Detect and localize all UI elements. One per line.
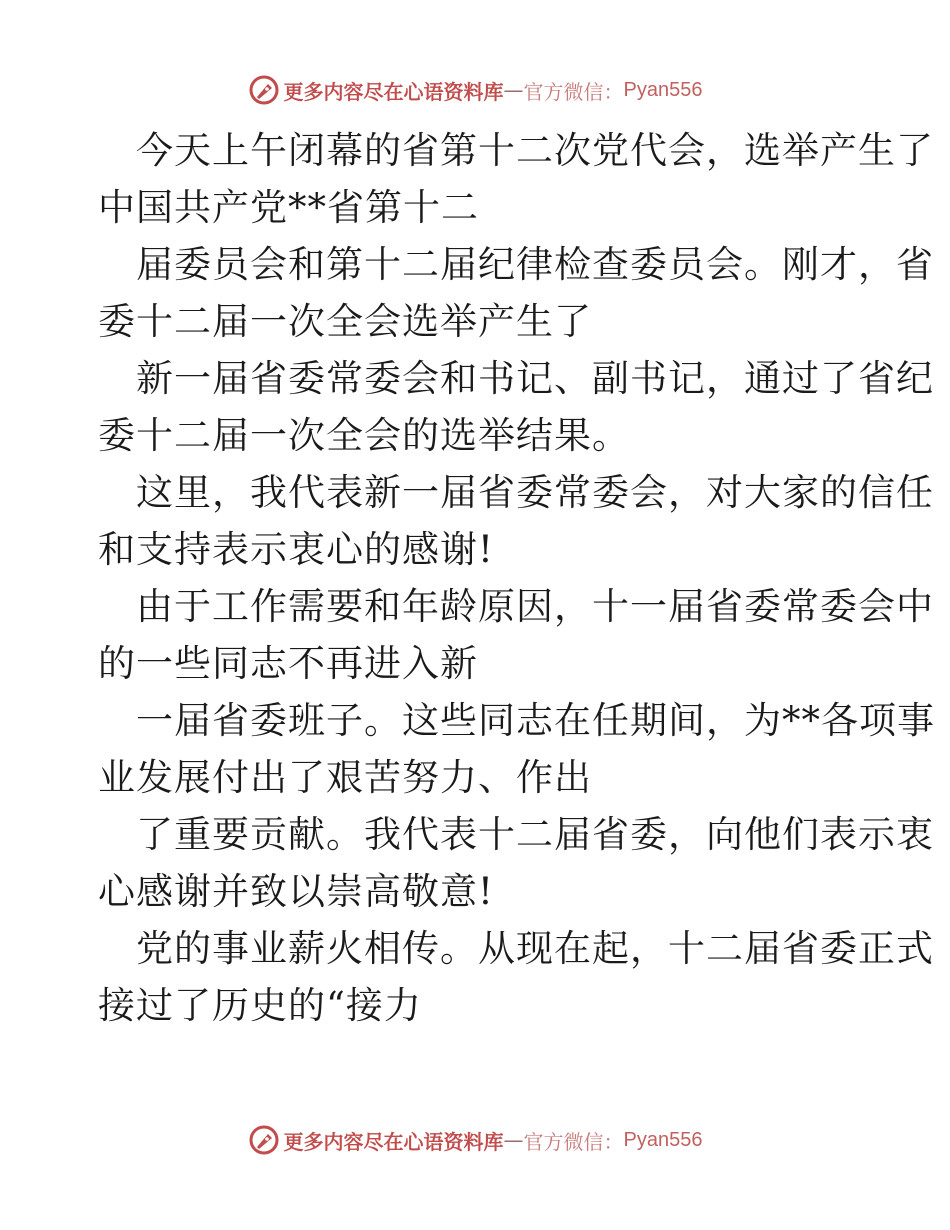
banner-wechat-label: 官方微信： [523, 1129, 624, 1154]
pen-nib-logo-icon [248, 1124, 280, 1156]
pen-nib-logo-icon [248, 74, 280, 106]
banner-wechat-id: Pyan556 [623, 1128, 703, 1151]
body-line: 接过了历史的“接力 [98, 984, 422, 1027]
header-banner [0, 70, 950, 110]
body-line: 届委员会和第十二届纪律检查委员会。刚才，省 [136, 243, 934, 286]
body-line: 委十二届一次全会选举产生了 [98, 300, 592, 343]
body-line: 新一届省委常委会和书记、副书记，通过了省纪 [136, 357, 934, 400]
body-line: 了重要贡献。我代表十二届省委，向他们表示衷 [136, 813, 934, 856]
body-line: 今天上午闭幕的省第十二次党代会，选举产生了 [136, 129, 934, 172]
body-line: 党的事业薪火相传。从现在起，十二届省委正式 [136, 927, 934, 970]
body-line: 这里，我代表新一届省委常委会，对大家的信任 [136, 471, 934, 514]
body-line: 委十二届一次全会的选举结果。 [98, 414, 630, 457]
body-line: 由于工作需要和年龄原因，十一届省委常委会中 [136, 585, 934, 628]
banner-wechat-label: 官方微信： [523, 79, 624, 104]
footer-banner [0, 1120, 950, 1160]
banner-brand: 更多内容尽在心语资料库 [283, 1129, 504, 1154]
body-line: 心感谢并致以崇高敬意! [98, 870, 494, 913]
document-body [98, 122, 935, 1034]
body-line: 一届省委班子。这些同志在任期间，为**各项事 [136, 699, 935, 742]
banner-separator: — [503, 1128, 524, 1152]
body-line: 业发展付出了艰苦努力、作出 [98, 756, 592, 799]
banner-brand: 更多内容尽在心语资料库 [283, 79, 504, 104]
body-line: 和支持表示衷心的感谢! [98, 528, 494, 571]
banner-separator: — [503, 78, 524, 102]
body-line: 的一些同志不再进入新 [98, 642, 478, 685]
banner-wechat-id: Pyan556 [623, 78, 703, 101]
body-line: 中国共产党**省第十二 [98, 186, 479, 229]
